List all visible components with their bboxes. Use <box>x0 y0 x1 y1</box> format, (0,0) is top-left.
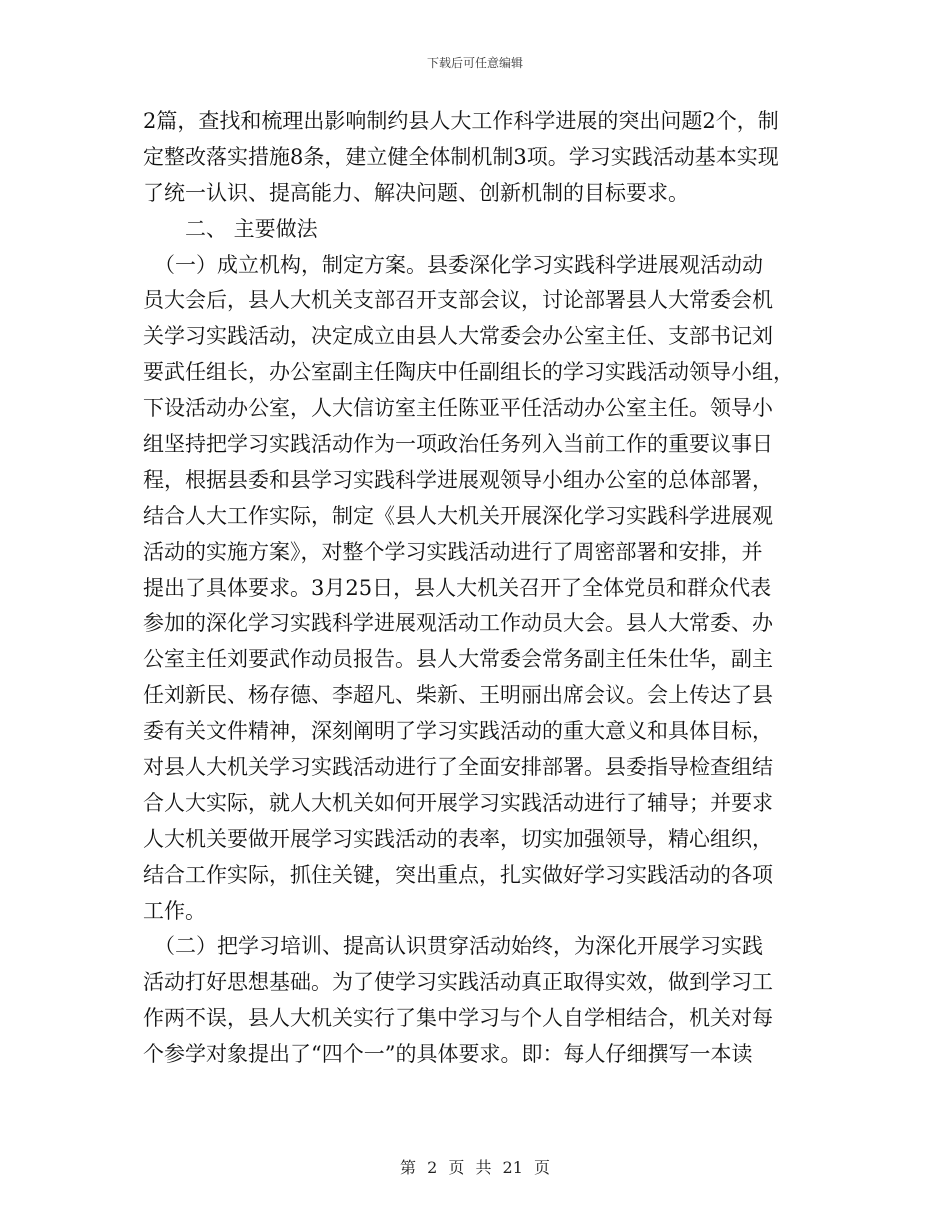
text-line: 参加的深化学习实践科学进展观活动工作动员大会。县人大常委、办 <box>143 611 773 636</box>
text-line: 提出了具体要求。3月25日，县人大机关召开了全体党员和群众代表 <box>143 575 772 600</box>
text-line: 程，根据县委和县学习实践科学进展观领导小组办公室的总体部署， <box>143 467 773 492</box>
text-line: 2篇，查找和梳理出影响制约县人大工作科学进展的突出问题2个，制 <box>143 109 779 133</box>
document-body <box>143 104 811 1073</box>
text-line: 关学习实践活动，决定成立由县人大常委会办公室主任、支部书记刘 <box>143 324 773 349</box>
text-line: 下设活动办公室，人大信访室主任陈亚平任活动办公室主任。领导小 <box>143 396 773 421</box>
text-line: 结合工作实际，抓住关键，突出重点，扎实做好学习实践活动的各项 <box>143 862 773 887</box>
text-line: 对县人大机关学习实践活动进行了全面安排部署。县委指导检查组结 <box>143 755 773 780</box>
text-line: 要武任组长，办公室副主任陶庆中任副组长的学习实践活动领导小组， <box>143 360 794 385</box>
text-line: 组坚持把学习实践活动作为一项政治任务列入当前工作的重要议事日 <box>143 432 773 457</box>
text-line: 委有关文件精神，深刻阐明了学习实践活动的重大意义和具体目标， <box>143 719 773 744</box>
text-line: 合人大实际，就人大机关如何开展学习实践活动进行了辅导；并要求 <box>143 790 773 815</box>
page-header: 下载后可任意编辑 <box>426 56 523 70</box>
page-footer: 第 2 页 共 21 页 <box>400 1158 550 1177</box>
text-line: 任刘新民、杨存德、李超凡、柴新、王明丽出席会议。会上传达了县 <box>143 683 773 708</box>
text-line: （二）把学习培训、提高认识贯穿活动始终，为深化开展学习实践 <box>154 934 763 959</box>
text-line: （一）成立机构，制定方案。县委深化学习实践科学进展观活动动 <box>154 252 763 277</box>
text-line: 人大机关要做开展学习实践活动的表率，切实加强领导，精心组织， <box>143 826 773 851</box>
text-line: 定整改落实措施8条，建立健全体制机制3项。学习实践活动基本实现 <box>143 144 779 169</box>
text-line: 活动的实施方案》，对整个学习实践活动进行了周密部署和安排，并 <box>143 539 763 564</box>
text-line: 作两不误，县人大机关实行了集中学习与个人自学相结合，机关对每 <box>143 1006 773 1031</box>
text-line: 员大会后，县人大机关支部召开支部会议，讨论部署县人大常委会机 <box>143 288 773 313</box>
text-line: 工作。 <box>143 898 206 923</box>
text-line: 个参学对象提出了“四个一”的具体要求。即：每人仔细撰写一本读 <box>143 1042 753 1067</box>
text-line: 结合人大工作实际，制定《县人大机关开展深化学习实践科学进展观 <box>143 503 773 528</box>
text-line: 二、 主要做法 <box>185 216 318 241</box>
text-line: 活动打好思想基础。为了使学习实践活动真正取得实效，做到学习工 <box>143 970 773 995</box>
text-line: 了统一认识、提高能力、解决问题、创新机制的目标要求。 <box>143 180 689 205</box>
text-line: 公室主任刘要武作动员报告。县人大常委会常务副主任朱仕华，副主 <box>143 647 773 672</box>
